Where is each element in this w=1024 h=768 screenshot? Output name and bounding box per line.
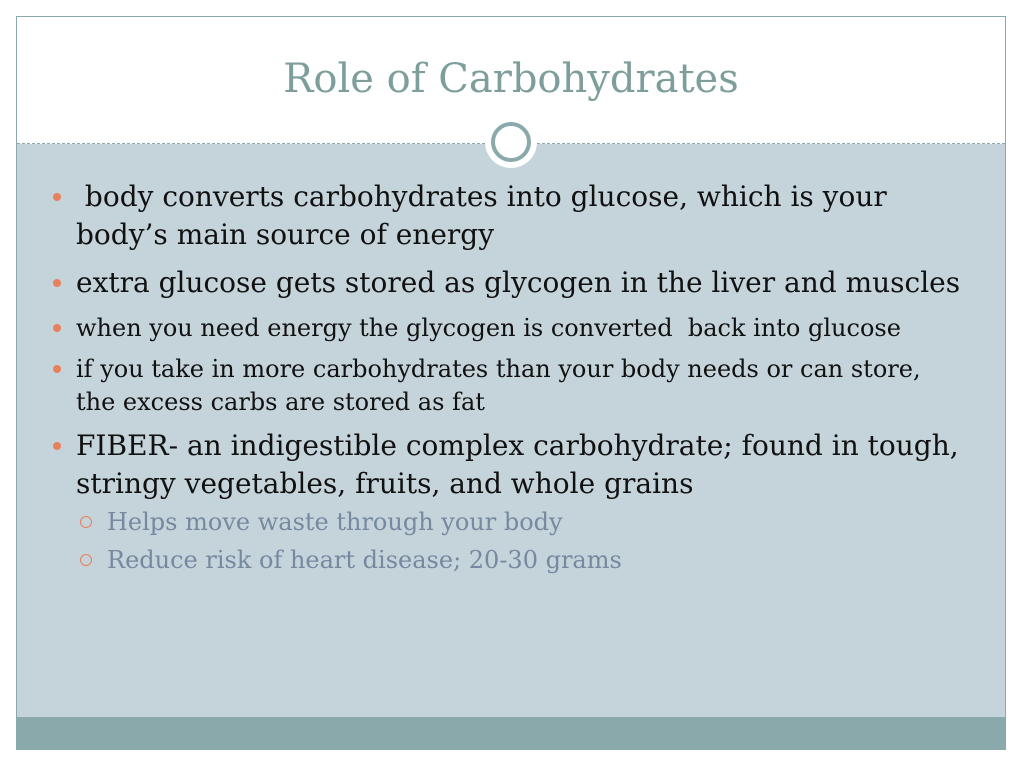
ring-ornament-inner	[491, 122, 531, 162]
bullet-marker-icon	[53, 365, 61, 373]
bullet-item	[17, 427, 1005, 503]
bullet-marker-icon	[53, 324, 61, 332]
sub-bullet-item	[17, 503, 1005, 541]
bullet-text: body converts carbohydrates into glucose, which is your body’s main source of energy	[76, 180, 896, 251]
bullet-text: FIBER- an indigestible complex carbohydrate; found in tough, stringy vegetables, fruits, and whole grains	[76, 429, 959, 500]
ring-ornament-icon	[485, 116, 537, 168]
sub-bullet-text: Helps move waste through your body	[107, 508, 563, 536]
bullet-list	[17, 178, 1005, 579]
bullet-text: when you need energy the glycogen is converted back into glucose	[76, 314, 901, 342]
slide-title: Role of Carbohydrates	[283, 56, 739, 102]
slide	[16, 16, 1006, 750]
bullet-item	[17, 312, 1005, 345]
footer-band	[17, 717, 1005, 750]
bullet-marker-icon	[53, 279, 61, 287]
sub-bullet-text: Reduce risk of heart disease; 20-30 grams	[107, 546, 622, 574]
sub-bullet-item	[17, 541, 1005, 579]
bullet-item	[17, 264, 1005, 302]
bullet-text: if you take in more carbohydrates than your body needs or can store, the excess carbs are stored as fat	[76, 355, 921, 416]
bullet-item	[17, 178, 1005, 254]
bullet-marker-icon	[53, 442, 61, 450]
bullet-text: extra glucose gets stored as glycogen in the liver and muscles	[76, 266, 961, 299]
bullet-marker-icon	[53, 193, 61, 201]
sub-bullet-marker-icon	[80, 554, 92, 566]
sub-bullet-marker-icon	[80, 516, 92, 528]
bullet-item	[17, 353, 1005, 419]
